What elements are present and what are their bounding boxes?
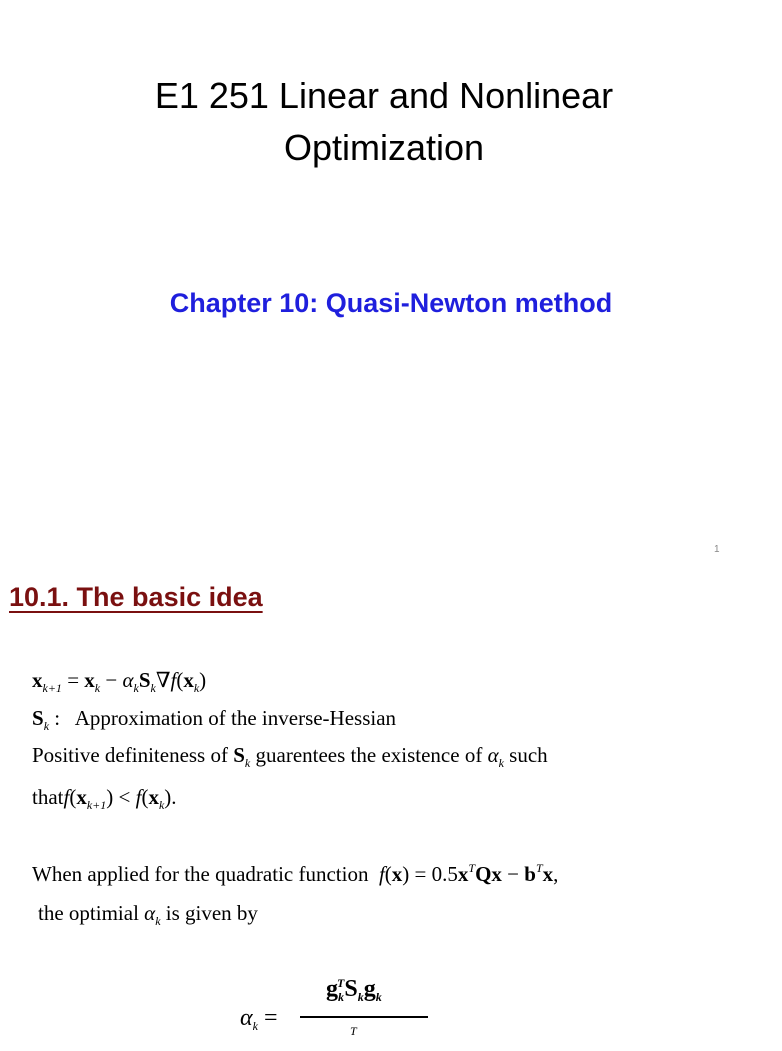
optimal-alpha-line: the optimial $\alpha_k$ is given by <box>38 901 258 928</box>
descent-text: that <box>32 785 64 809</box>
chapter-subtitle: Chapter 10: Quasi-Newton method <box>169 288 613 318</box>
slide-title-line-1: E1 251 Linear and Nonlinear <box>154 75 614 116</box>
sk-definition: $S_k$ : Approximation of the inverse-Hessian <box>32 706 397 733</box>
optimal-text-a: the optimial <box>38 901 139 925</box>
alpha-formula-lhs: $\alpha_k$ = <box>240 1005 278 1033</box>
slide-title-line-2: Optimization <box>283 127 485 168</box>
alpha-formula-numerator: $g_k^TS_kg_k$ <box>326 976 382 1004</box>
optimal-text-b: is given by <box>165 901 258 925</box>
quadratic-function-line: When applied for the quadratic function $f(x) = 0.5x^TQx - b^Tx$, <box>32 861 559 886</box>
pd-text-a: Positive definiteness of <box>32 743 228 767</box>
section-heading: 10.1. The basic idea <box>9 582 263 612</box>
update-rule-equation: $x_{k+1} = x_k - \alpha_kS_k\nabla f(x_k)$ <box>32 668 207 695</box>
content-slide <box>0 560 768 1038</box>
quadratic-text: When applied for the quadratic function <box>32 862 369 886</box>
positive-definiteness-line: Positive definiteness of $S_k$ guarentees the existence of $\alpha_k$ such <box>32 743 548 770</box>
alpha-formula-denominator: T <box>350 1024 357 1038</box>
descent-condition-line: $thatf(x_{k+1}) < f(x_k)$. <box>32 785 177 812</box>
page-number: 1 <box>714 544 720 555</box>
pd-text-b: guarentees the existence of <box>255 743 483 767</box>
fraction-bar <box>300 1016 428 1018</box>
sk-definition-text: Approximation of the inverse-Hessian <box>74 706 397 730</box>
pd-text-c: such <box>509 743 548 767</box>
